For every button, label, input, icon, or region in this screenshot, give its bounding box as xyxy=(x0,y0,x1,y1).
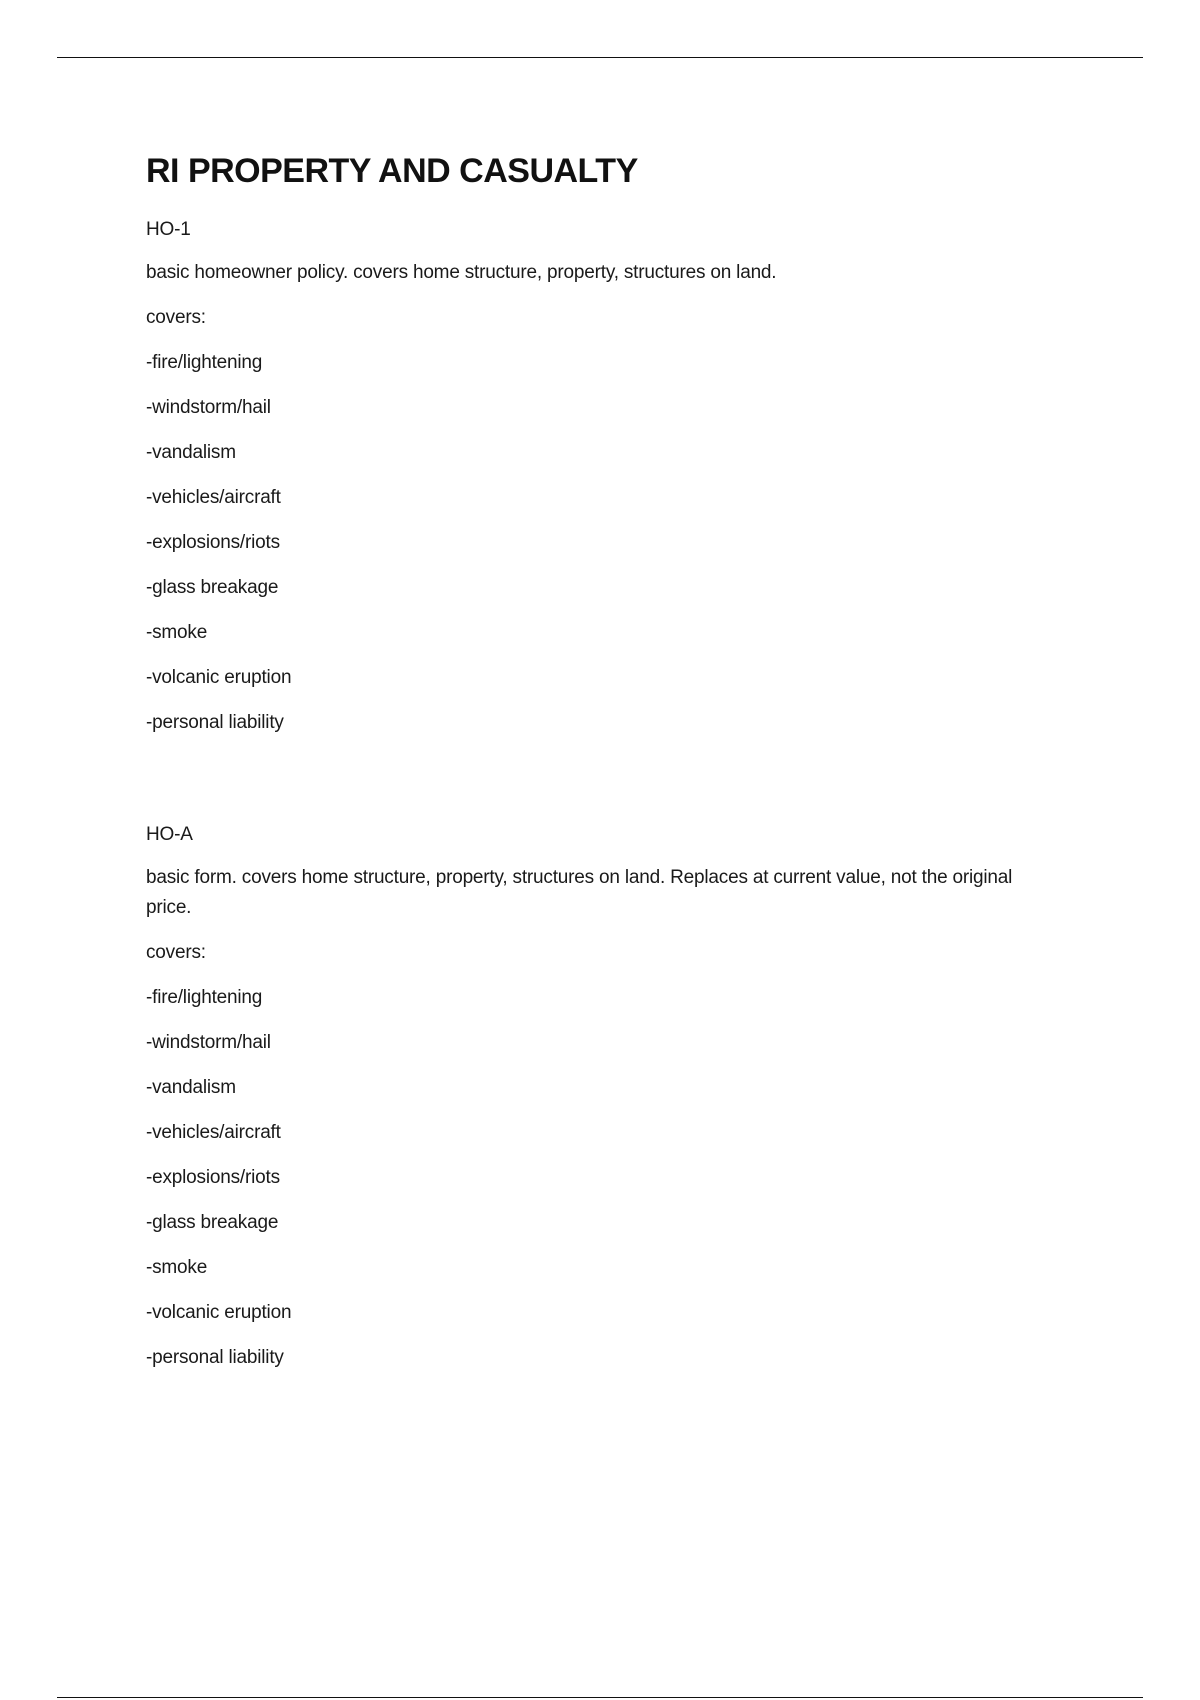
list-item: -smoke xyxy=(146,622,208,643)
list-item: -smoke xyxy=(146,1257,208,1278)
covers-label: covers: xyxy=(146,942,206,963)
list-item: -vehicles/aircraft xyxy=(146,487,281,508)
section-ho-1 xyxy=(146,215,1046,738)
document-body xyxy=(146,145,1046,1388)
section-heading: HO-1 xyxy=(146,219,191,240)
list-item: -volcanic eruption xyxy=(146,667,292,688)
document-title: RI PROPERTY AND CASUALTY xyxy=(146,152,638,190)
list-item: -vehicles/aircraft xyxy=(146,1122,281,1143)
list-item: -glass breakage xyxy=(146,577,279,598)
list-item: -glass breakage xyxy=(146,1212,279,1233)
list-item: -fire/lightening xyxy=(146,987,263,1008)
covers-list xyxy=(146,983,1046,1373)
list-item: -personal liability xyxy=(146,712,284,733)
section-heading: HO-A xyxy=(146,824,193,845)
covers-label: covers: xyxy=(146,307,206,328)
section-description: basic homeowner policy. covers home structure, property, structures on land. xyxy=(146,262,777,283)
top-rule xyxy=(57,57,1143,58)
list-item: -windstorm/hail xyxy=(146,1032,271,1053)
covers-list xyxy=(146,348,1046,738)
list-item: -explosions/riots xyxy=(146,532,280,553)
list-item: -volcanic eruption xyxy=(146,1302,292,1323)
list-item: -personal liability xyxy=(146,1347,284,1368)
list-item: -vandalism xyxy=(146,1077,236,1098)
section-description: basic form. covers home structure, property, structures on land. Replaces at current value, not the original price. xyxy=(146,867,1013,918)
list-item: -windstorm/hail xyxy=(146,397,271,418)
list-item: -explosions/riots xyxy=(146,1167,280,1188)
list-item: -fire/lightening xyxy=(146,352,263,373)
section-ho-a xyxy=(146,820,1046,1373)
list-item: -vandalism xyxy=(146,442,236,463)
bottom-rule xyxy=(57,1697,1143,1698)
